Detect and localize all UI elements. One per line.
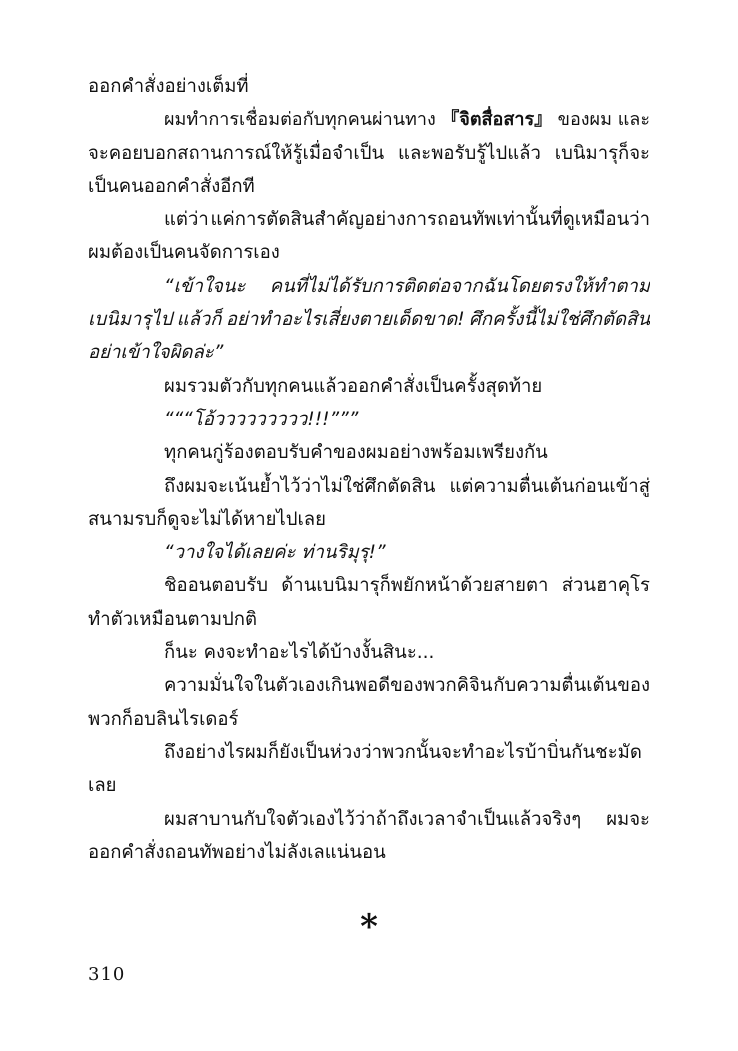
- word: แต่ว่า: [164, 209, 209, 231]
- text-line: ออกคำสั่งอย่างเต็มที่: [88, 76, 249, 97]
- text-line: สนามรบก็ดูจะไม่ได้หายไปเลย: [88, 508, 326, 530]
- skill-name: 『จิตสื่อสาร』: [441, 109, 553, 131]
- word: คนที่ไม่ได้รับการติดต่อจากฉันโดยตรงให้ทำตาม: [269, 275, 650, 297]
- dialogue-line: “วางใจได้เลยค่ะ ท่านริมุรุ!”: [164, 542, 386, 564]
- text-line: ก็นะ คงจะทำอะไรได้บ้างงั้นสินะ...: [164, 642, 435, 664]
- word: และพอรับรู้ไปแล้ว: [398, 142, 541, 164]
- text-line: [88, 470, 650, 503]
- word: กับความตื่นเต้นของ: [493, 675, 650, 697]
- text-line: เลย: [88, 775, 117, 797]
- word: ความมั่นใจในตัวเองเกินพอดีของพวกคิจิน: [164, 675, 493, 697]
- dialogue-line: [88, 303, 650, 336]
- text-segment: ผมทำการเชื่อมต่อกับทุกคนผ่านทาง: [164, 109, 436, 131]
- word: ชิออนตอบรับ: [164, 575, 268, 597]
- text-line: ทำตัวเหมือนตามปกติ: [88, 608, 258, 630]
- dialogue-line: อย่าเข้าใจผิดล่ะ”: [88, 342, 224, 364]
- body-text: [88, 70, 650, 869]
- text-line: [88, 103, 650, 136]
- word: ผมสาบานกับใจตัวเองไว้ว่าถ้าถึงเวลาจำเป็นแล้วจริงๆ: [164, 808, 582, 830]
- word: แค่การตัดสินสำคัญอย่างการถอนทัพเท่านั้นที่ดูเหมือนว่า: [210, 209, 650, 231]
- word: ถึงผมจะเน้นย้ำไว้ว่าไม่ใช่ศึกตัดสิน: [164, 475, 436, 497]
- text-line: [88, 137, 650, 170]
- word: แต่ความตื่นเต้นก่อนเข้าสู่: [449, 475, 650, 497]
- word: เบนิมารุก็จะ: [554, 142, 650, 164]
- word: ถึงอย่างไรผมก็ยังเป็นห่วงว่าพวกนั้นจะทำอะไรบ้าบิ่นกันชะมัด: [164, 741, 642, 763]
- text-line: [88, 669, 650, 702]
- word: เบนิมารุไป: [88, 309, 173, 331]
- word: จะคอยบอกสถานการณ์ให้รู้เมื่อจำเป็น: [88, 142, 385, 164]
- dialogue-line: “““โอ้ววววววววว!!!”””: [164, 408, 359, 430]
- word: ส่วนฮาคุโร: [561, 575, 650, 597]
- text-line: [88, 803, 650, 836]
- text-line: [88, 203, 650, 236]
- text-line: ทุกคนกู่ร้องตอบรับคำของผมอย่างพร้อมเพรียงกัน: [164, 442, 548, 464]
- text-line: ผมรวมตัวกับทุกคนแล้วออกคำสั่งเป็นครั้งสุดท้าย: [164, 375, 543, 397]
- word: แล้วก็: [176, 309, 222, 331]
- word: ด้านเบนิมารุก็พยักหน้าด้วยสายตา: [281, 575, 549, 597]
- page-number: 310: [88, 964, 126, 985]
- word: ศึกครั้งนี้ไม่ใช่ศึกตัดสิน: [469, 309, 650, 331]
- text-line: [88, 736, 650, 769]
- text-line: พวกก็อบลินไรเดอร์: [88, 708, 239, 730]
- text-line: ออกคำสั่งถอนทัพอย่างไม่ลังเลแน่นอน: [88, 841, 386, 863]
- word: “เข้าใจนะ: [164, 275, 246, 297]
- text-line: เป็นคนออกคำสั่งอีกที: [88, 175, 255, 197]
- text-line: [88, 569, 650, 602]
- word: ผมจะ: [606, 808, 650, 830]
- word: อย่าทำอะไรเสี่ยงตายเด็ดขาด!: [225, 309, 465, 331]
- dialogue-line: [88, 270, 650, 303]
- section-separator: *: [360, 907, 378, 947]
- text-line: ผมต้องเป็นคนจัดการเอง: [88, 242, 280, 264]
- text-segment: ของผม และ: [557, 109, 650, 131]
